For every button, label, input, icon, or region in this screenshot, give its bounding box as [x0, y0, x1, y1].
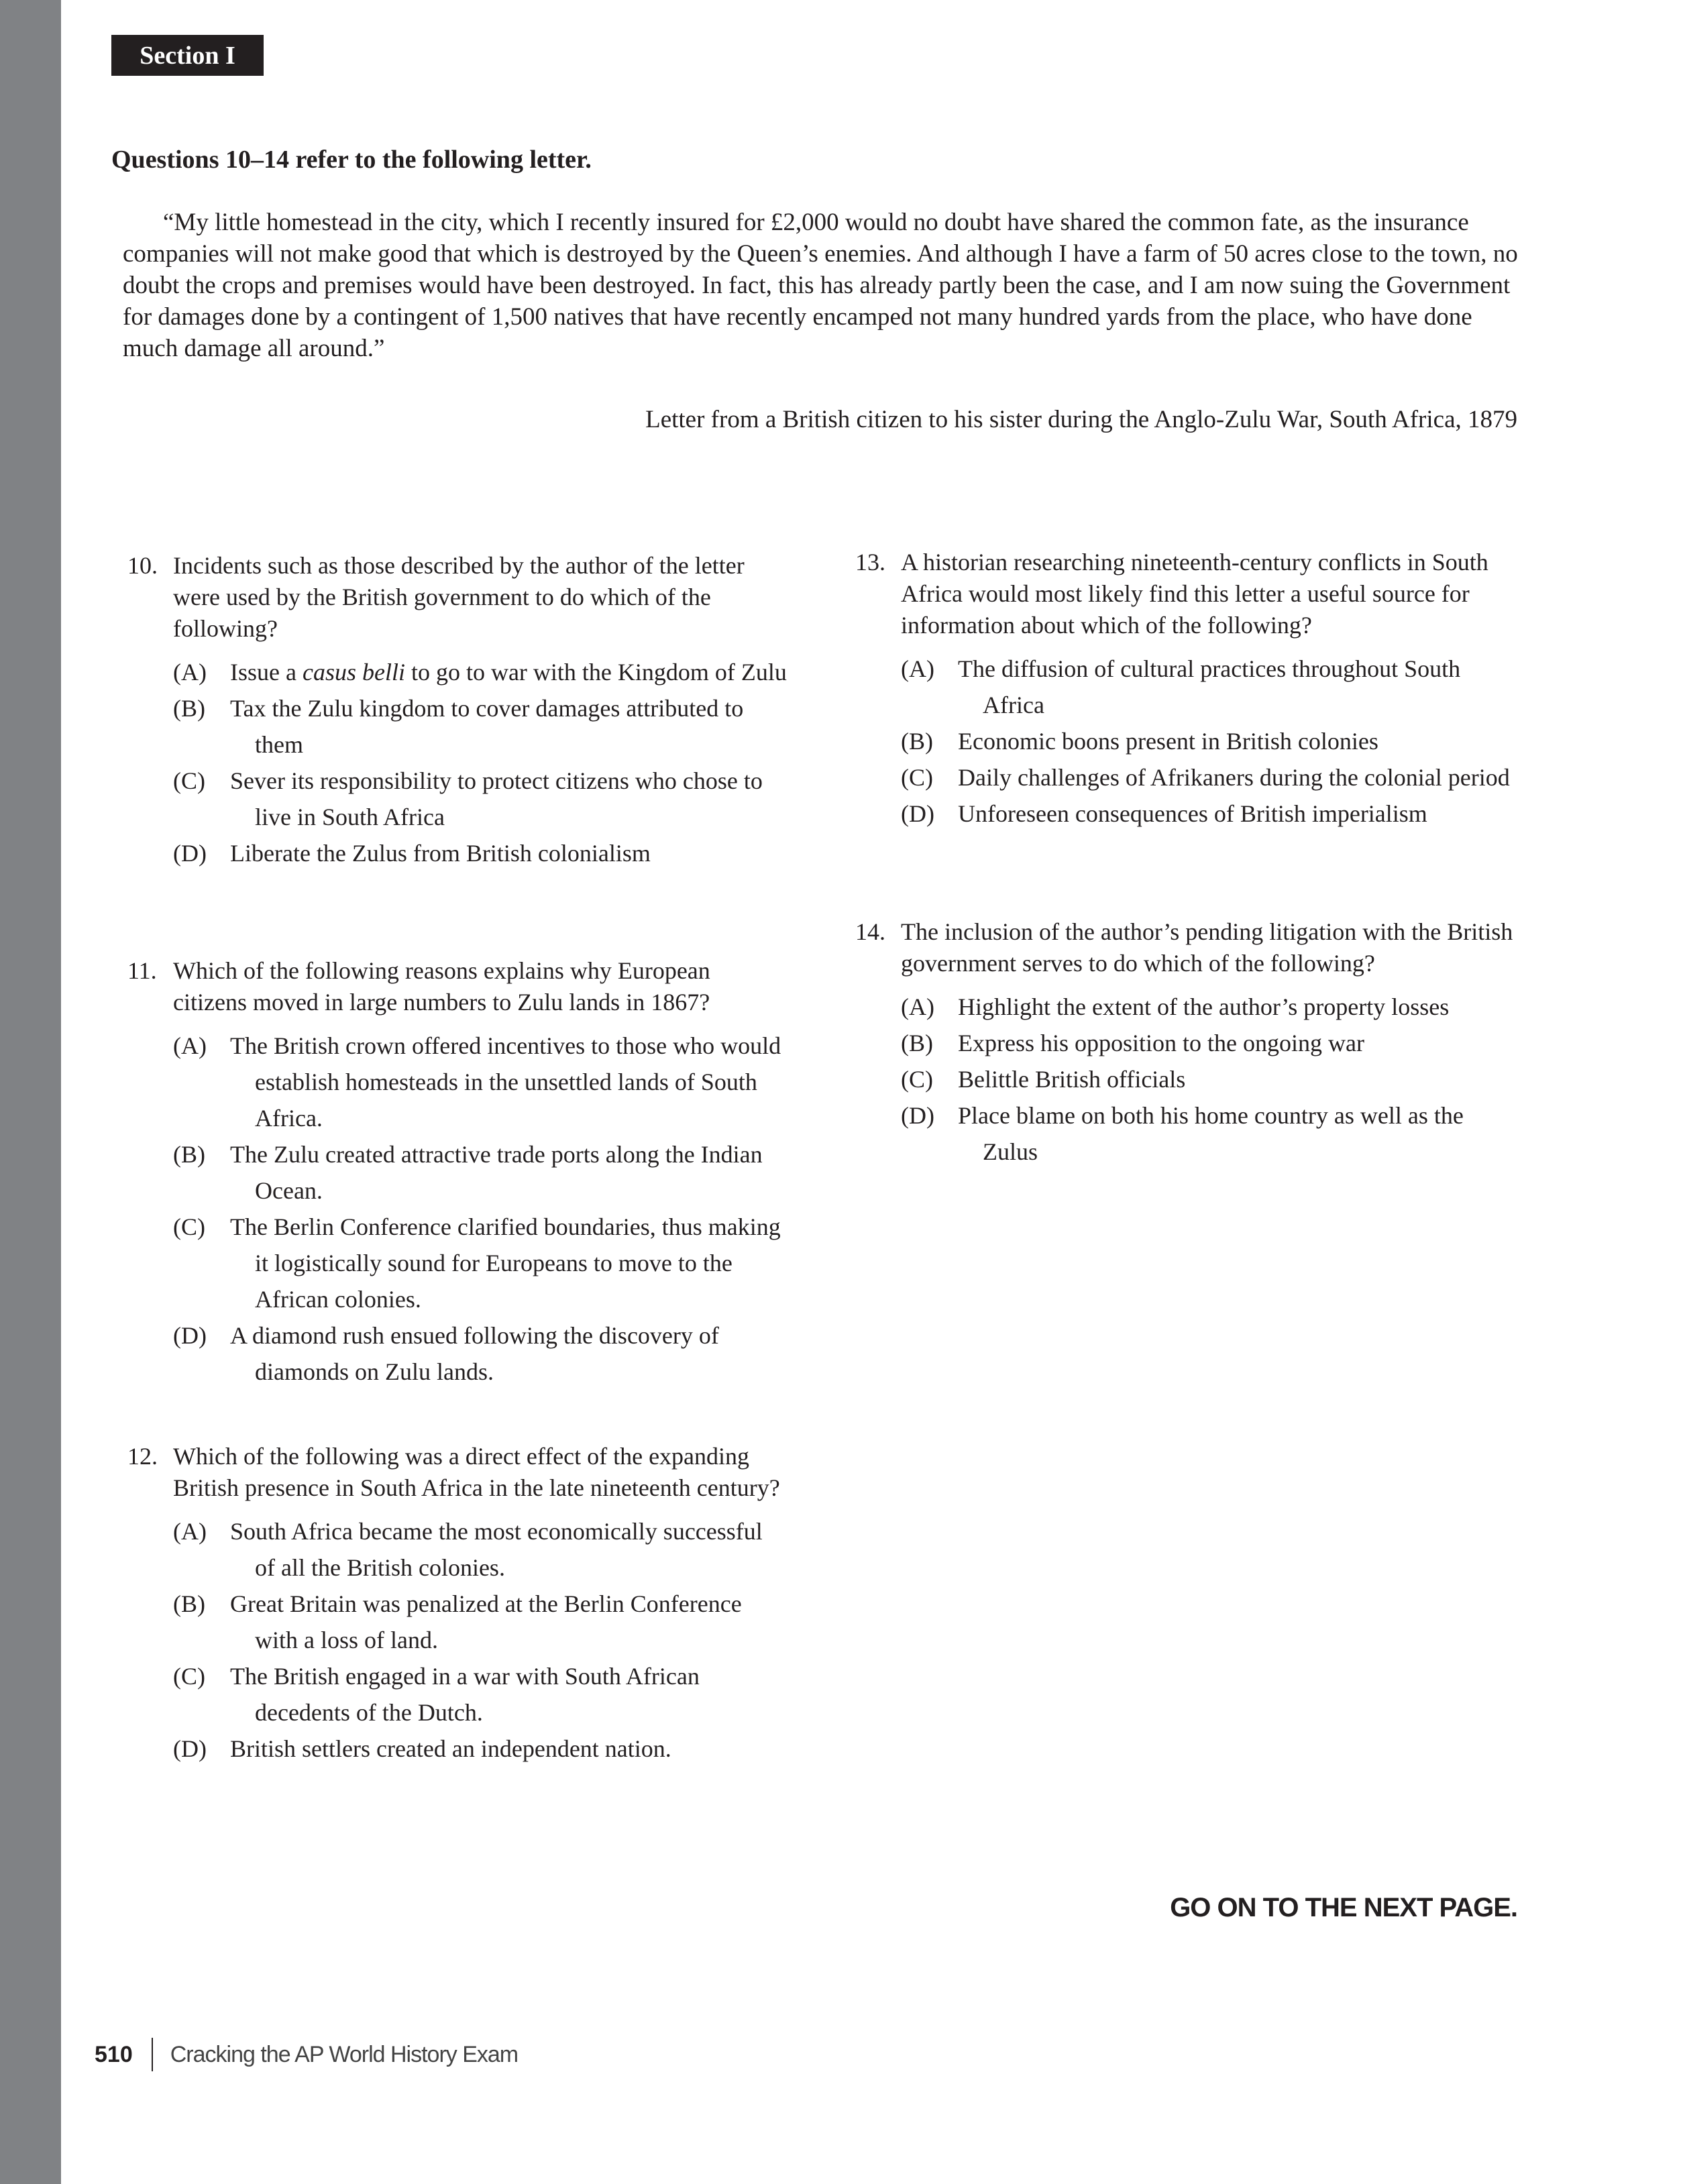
option-text: South Africa became the most economically successful of all the British colonies.	[230, 1518, 763, 1581]
option-letter: (C)	[173, 1213, 205, 1240]
option-letter: (A)	[173, 1518, 207, 1545]
option-letter: (A)	[173, 1032, 207, 1059]
answer-option[interactable]	[173, 835, 788, 871]
question-number: 11.	[127, 957, 157, 984]
answer-option[interactable]	[173, 690, 788, 763]
question-stem	[855, 547, 1519, 641]
option-text	[230, 654, 788, 690]
section-label: Section I	[111, 35, 264, 76]
option-text: Liberate the Zulus from British colonialism	[230, 840, 651, 867]
option-text-italic: casus belli	[302, 659, 405, 686]
option-letter: (A)	[901, 655, 934, 682]
option-letter: (A)	[901, 993, 934, 1020]
option-letter: (D)	[901, 1102, 934, 1129]
option-letter: (D)	[901, 800, 934, 827]
option-text: The Berlin Conference clarified boundaries, thus making it logistically sound for Europeans to move to the African colonies.	[230, 1213, 781, 1313]
answer-option[interactable]	[901, 651, 1519, 723]
option-letter: (C)	[173, 767, 205, 794]
option-text-post: to go to war with the Kingdom of Zulu	[404, 659, 787, 686]
option-text: Great Britain was penalized at the Berlin Conference with a loss of land.	[230, 1590, 742, 1653]
answer-option[interactable]	[901, 1025, 1519, 1061]
option-text: The diffusion of cultural practices throughout South Africa	[958, 655, 1461, 718]
question-number: 13.	[855, 549, 885, 576]
option-text: Belittle British officials	[958, 1066, 1186, 1093]
option-letter: (B)	[173, 1590, 205, 1617]
option-letter: (B)	[173, 1141, 205, 1168]
option-text: Unforeseen consequences of British imperialism	[958, 800, 1427, 827]
answer-option[interactable]	[901, 989, 1519, 1025]
answer-option[interactable]	[173, 1513, 788, 1586]
question-stem	[127, 955, 788, 1018]
option-text: The British crown offered incentives to those who would establish homesteads in the unsettled lands of South Africa.	[230, 1032, 781, 1132]
option-letter: (D)	[173, 1735, 207, 1762]
answer-option[interactable]	[173, 1209, 788, 1317]
question-number: 10.	[127, 552, 158, 579]
answer-options	[901, 989, 1519, 1170]
option-text: British settlers created an independent nation.	[230, 1735, 671, 1762]
go-on-next-page: GO ON TO THE NEXT PAGE.	[1170, 1893, 1517, 1922]
answer-options	[173, 1513, 788, 1767]
answer-option[interactable]	[173, 1028, 788, 1136]
option-text: Highlight the extent of the author’s property losses	[958, 993, 1450, 1020]
question-11	[127, 955, 788, 1390]
question-stem	[127, 1441, 788, 1504]
option-letter: (C)	[173, 1663, 205, 1690]
letter-passage: “My little homestead in the city, which I recently insured for £2,000 would no doubt have shared the common fate, as the insurance companies will not make good that which is destroyed by the Queen’s enemies. And although I have a farm of 50 acres close to the town, no doubt the crops and premises would have been destroyed. In fact, this has already partly been the case, and I am now suing the Government for damages done by a contingent of 1,500 natives that have recently encamped not many hundred yards from the place, who have done much damage all around.”	[123, 209, 1518, 362]
question-13	[855, 547, 1519, 832]
option-text: A diamond rush ensued following the discovery of diamonds on Zulu lands.	[230, 1322, 719, 1385]
questions-heading: Questions 10–14 refer to the following letter.	[111, 146, 592, 174]
answer-option[interactable]	[901, 759, 1519, 796]
option-text-pre: Issue a	[230, 659, 303, 686]
option-letter: (B)	[901, 1030, 933, 1056]
answer-option[interactable]	[173, 1586, 788, 1658]
option-text: Tax the Zulu kingdom to cover damages attributed to them	[230, 695, 744, 758]
option-text: Daily challenges of Afrikaners during the colonial period	[958, 764, 1510, 791]
option-letter: (D)	[173, 1322, 207, 1349]
question-14	[855, 916, 1519, 1170]
question-text: Which of the following was a direct effect of the expanding British presence in South Africa in the late nineteenth century?	[173, 1443, 780, 1501]
option-text: Economic boons present in British colonies	[958, 728, 1378, 755]
answer-options	[901, 651, 1519, 832]
question-10	[127, 550, 788, 871]
question-number: 12.	[127, 1443, 158, 1470]
answer-option[interactable]	[901, 723, 1519, 759]
option-text: The British engaged in a war with South African decedents of the Dutch.	[230, 1663, 700, 1726]
question-12	[127, 1441, 788, 1767]
page-footer	[95, 2038, 518, 2071]
answer-option[interactable]	[173, 1658, 788, 1731]
answer-option[interactable]	[173, 1731, 788, 1767]
answer-option[interactable]	[173, 763, 788, 835]
answer-option[interactable]	[901, 796, 1519, 832]
answer-options	[173, 654, 788, 871]
answer-options	[173, 1028, 788, 1390]
option-letter: (A)	[173, 659, 207, 686]
question-number: 14.	[855, 918, 885, 945]
passage-citation: Letter from a British citizen to his sister during the Anglo-Zulu War, South Africa, 1879	[645, 406, 1517, 433]
book-title: Cracking the AP World History Exam	[170, 2041, 519, 2067]
answer-option[interactable]	[901, 1061, 1519, 1097]
question-text: Which of the following reasons explains why European citizens moved in large numbers to Zulu lands in 1867?	[173, 957, 710, 1016]
answer-option[interactable]	[173, 1317, 788, 1390]
option-letter: (B)	[901, 728, 933, 755]
question-text: A historian researching nineteenth-century conflicts in South Africa would most likely find this letter a useful source for information about which of the following?	[901, 549, 1488, 639]
question-text: Incidents such as those described by the author of the letter were used by the British government to do which of the following?	[173, 552, 745, 642]
question-stem	[855, 916, 1519, 979]
option-text: Sever its responsibility to protect citizens who chose to live in South Africa	[230, 767, 763, 830]
option-text: The Zulu created attractive trade ports along the Indian Ocean.	[230, 1141, 763, 1204]
option-letter: (D)	[173, 840, 207, 867]
option-letter: (B)	[173, 695, 205, 722]
option-letter: (C)	[901, 764, 933, 791]
option-text: Place blame on both his home country as well as the Zulus	[958, 1102, 1464, 1165]
question-stem	[127, 550, 788, 645]
footer-divider	[152, 2038, 153, 2071]
answer-option[interactable]	[173, 654, 788, 690]
option-letter: (C)	[901, 1066, 933, 1093]
option-text: Express his opposition to the ongoing war	[958, 1030, 1364, 1056]
page-number: 510	[95, 2041, 133, 2067]
answer-option[interactable]	[173, 1136, 788, 1209]
page-edge-bar	[0, 0, 61, 2184]
answer-option[interactable]	[901, 1097, 1519, 1170]
question-text: The inclusion of the author’s pending litigation with the British government serves to do which of the following?	[901, 918, 1513, 977]
